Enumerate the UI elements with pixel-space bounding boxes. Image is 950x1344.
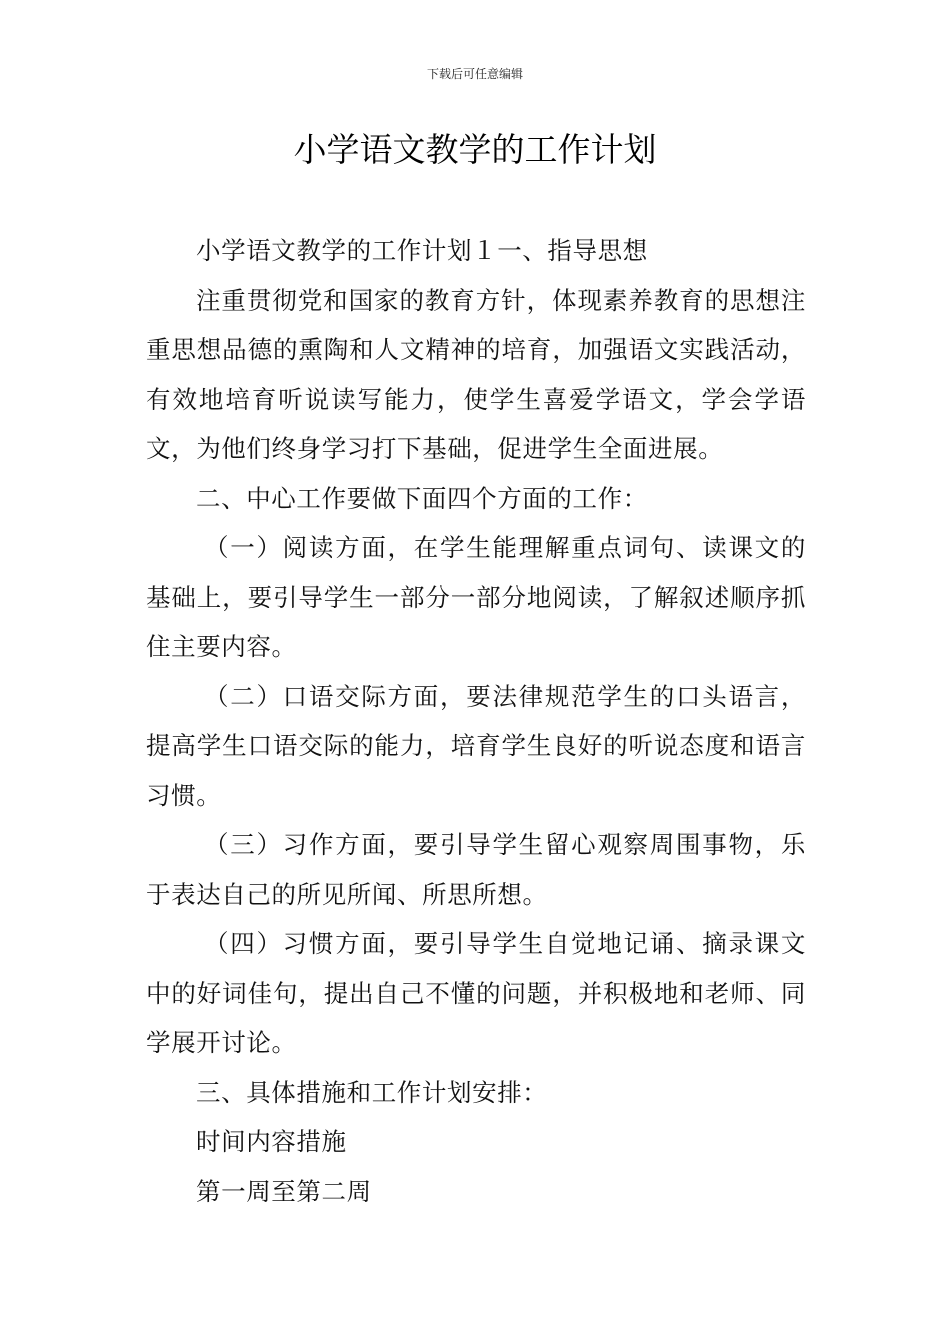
paragraph-reading: （一）阅读方面，在学生能理解重点词句、读课文的基础上，要引导学生一部分一部分地阅读，了解叙述顺序抓住主要内容。 <box>146 533 806 661</box>
document-title: 小学语文教学的工作计划 <box>293 130 657 169</box>
paragraph-writing: （三）习作方面，要引导学生留心观察周围事物，乐于表达自己的所见所闻、所思所想。 <box>146 830 806 909</box>
paragraph-heading-central-work: 二、中心工作要做下面四个方面的工作： <box>196 483 648 513</box>
paragraph-guiding-ideology: 注重贯彻党和国家的教育方针，体现素养教育的思想注重思想品德的熏陶和人文精神的培育，加强语文实践活动，有效地培育听说读写能力，使学生喜爱学语文，学会学语文，为他们终身学习打下基础，促进学生全面进展。 <box>146 285 806 463</box>
paragraph-schedule-week: 第一周至第二周 <box>196 1176 372 1206</box>
header-note: 下载后可任意编辑 <box>426 67 523 81</box>
paragraph-heading-guiding-ideology: 小学语文教学的工作计划１一、指导思想 <box>196 236 648 265</box>
paragraph-schedule-header: 时间内容措施 <box>196 1127 347 1156</box>
paragraph-heading-measures: 三、具体措施和工作计划安排： <box>196 1077 548 1107</box>
paragraph-habits: （四）习惯方面，要引导学生自觉地记诵、摘录课文中的好词佳句，提出自己不懂的问题，并积极地和老师、同学展开讨论。 <box>146 929 806 1057</box>
document-body <box>146 226 806 1216</box>
paragraph-oral-communication: （二）口语交际方面，要法律规范学生的口头语言，提高学生口语交际的能力，培育学生良好的听说态度和语言习惯。 <box>146 681 806 810</box>
